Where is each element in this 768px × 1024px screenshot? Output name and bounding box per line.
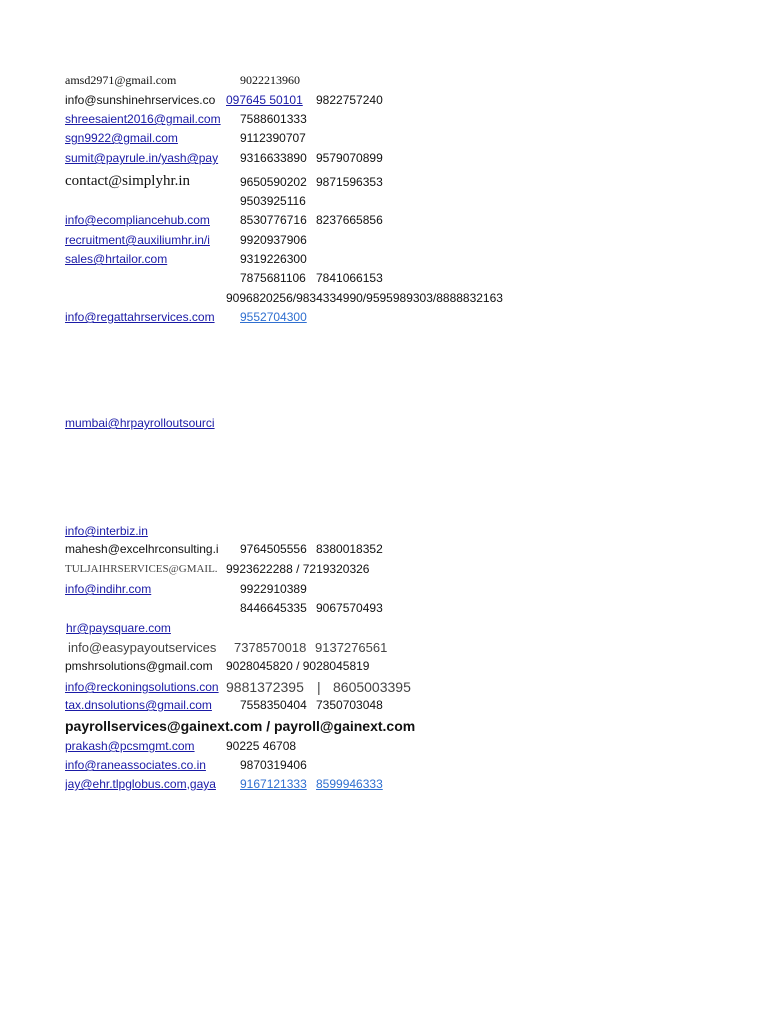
- email-cell: contact@simplyhr.in: [65, 173, 191, 189]
- phone-cell: 8605003395: [333, 679, 411, 695]
- table-row: [0, 192, 768, 211]
- table-row: [0, 716, 768, 737]
- table-row: [0, 638, 768, 657]
- email-link[interactable]: tax.dnsolutions@gmail.com: [65, 698, 212, 712]
- table-row: [0, 91, 768, 110]
- email-link[interactable]: info@ecompliancehub.com: [65, 213, 210, 227]
- table-row: [0, 540, 768, 559]
- phone-link[interactable]: 9167121333: [240, 777, 307, 791]
- phone-cell: 7558350404: [240, 698, 307, 712]
- email-link[interactable]: jay@ehr.tlpglobus.com,gaya: [65, 777, 216, 791]
- phone-cell: 9319226300: [240, 252, 307, 266]
- table-row: [0, 414, 768, 433]
- phone-cell: 9028045820 / 9028045819: [226, 659, 370, 673]
- table-row: [0, 560, 768, 579]
- phone-cell: 8380018352: [316, 542, 383, 556]
- table-row: [0, 580, 768, 599]
- table-row: [0, 289, 768, 308]
- phone-cell: 9022213960: [240, 73, 300, 87]
- phone-link[interactable]: 9552704300: [240, 310, 307, 324]
- phone-cell: 7875681106: [240, 271, 306, 285]
- phone-link[interactable]: 097645 50101: [226, 93, 303, 107]
- table-row: [0, 775, 768, 794]
- table-row: [0, 308, 768, 327]
- email-cell: amsd2971@gmail.com: [65, 73, 177, 87]
- phone-cell: 9870319406: [240, 758, 307, 772]
- phone-cell: 90225 46708: [226, 739, 297, 753]
- email-link[interactable]: sumit@payrule.in/yash@pay: [65, 151, 219, 165]
- email-link[interactable]: shreesaient2016@gmail.com: [65, 112, 221, 126]
- email-link[interactable]: prakash@pcsmgmt.com: [65, 739, 195, 753]
- email-link[interactable]: info@regattahrservices.com: [65, 310, 215, 324]
- table-row: [0, 110, 768, 129]
- email-link[interactable]: recruitment@auxiliumhr.in/i: [65, 233, 210, 247]
- email-link[interactable]: sgn9922@gmail.com: [65, 131, 178, 145]
- phone-cell: 7841066153: [316, 271, 383, 285]
- phone-cell: 7350703048: [316, 698, 383, 712]
- phone-cell: 7378570018: [234, 640, 307, 655]
- phone-cell: 9650590202: [240, 175, 307, 189]
- email-link[interactable]: mumbai@hrpayrolloutsourci: [65, 416, 215, 430]
- table-row: [0, 129, 768, 148]
- phone-cell: 9067570493: [316, 601, 383, 615]
- phone-cell: 9316633890: [240, 151, 307, 165]
- phone-cell: 9503925116: [240, 194, 306, 208]
- email-cell: pmshrsolutions@gmail.com: [65, 659, 213, 673]
- table-row: [0, 756, 768, 775]
- email-link[interactable]: info@interbiz.in: [65, 524, 148, 538]
- email-link[interactable]: hr@paysquare.com: [66, 621, 171, 635]
- table-row: [0, 737, 768, 756]
- table-row: [0, 250, 768, 269]
- phone-cell: 9137276561: [315, 640, 388, 655]
- phone-cell: 8446645335: [240, 601, 307, 615]
- table-row: [0, 657, 768, 676]
- email-cell: info@sunshinehrservices.co: [65, 93, 216, 107]
- phone-cell: 9923622288 / 7219320326: [226, 562, 370, 576]
- email-link[interactable]: info@reckoningsolutions.con: [65, 680, 219, 694]
- table-row: [0, 269, 768, 288]
- phone-cell: 9096820256/9834334990/9595989303/8888832163: [226, 291, 503, 305]
- table-row: [0, 522, 768, 541]
- email-link[interactable]: sales@hrtailor.com: [65, 252, 168, 266]
- phone-cell: 9920937906: [240, 233, 307, 247]
- phone-cell: 8237665856: [316, 213, 383, 227]
- separator: |: [317, 679, 321, 695]
- table-row: [0, 231, 768, 250]
- table-row: [0, 696, 768, 715]
- email-cell: TULJAIHRSERVICES@GMAIL.: [65, 563, 218, 575]
- phone-cell: 9922910389: [240, 582, 307, 596]
- table-row: [0, 211, 768, 230]
- phone-link[interactable]: 8599946333: [316, 777, 383, 791]
- phone-cell: 9881372395: [226, 679, 304, 695]
- table-row: [0, 619, 768, 638]
- email-cell: payrollservices@gainext.com / payroll@gainext.com: [65, 718, 416, 734]
- email-cell: mahesh@excelhrconsulting.i: [65, 542, 219, 556]
- email-link[interactable]: info@raneassociates.co.in: [65, 758, 206, 772]
- phone-cell: 7588601333: [240, 112, 307, 126]
- table-row: [0, 599, 768, 618]
- table-row: [0, 677, 768, 698]
- table-row: [0, 171, 768, 193]
- phone-cell: 9822757240: [316, 93, 383, 107]
- phone-cell: 8530776716: [240, 213, 307, 227]
- phone-cell: 9871596353: [316, 175, 383, 189]
- table-row: [0, 149, 768, 168]
- phone-cell: 9764505556: [240, 542, 307, 556]
- phone-cell: 9112390707: [240, 131, 306, 145]
- email-link[interactable]: info@indihr.com: [65, 582, 152, 596]
- email-cell: info@easypayoutservices: [68, 640, 217, 655]
- table-row: [0, 71, 768, 90]
- phone-cell: 9579070899: [316, 151, 383, 165]
